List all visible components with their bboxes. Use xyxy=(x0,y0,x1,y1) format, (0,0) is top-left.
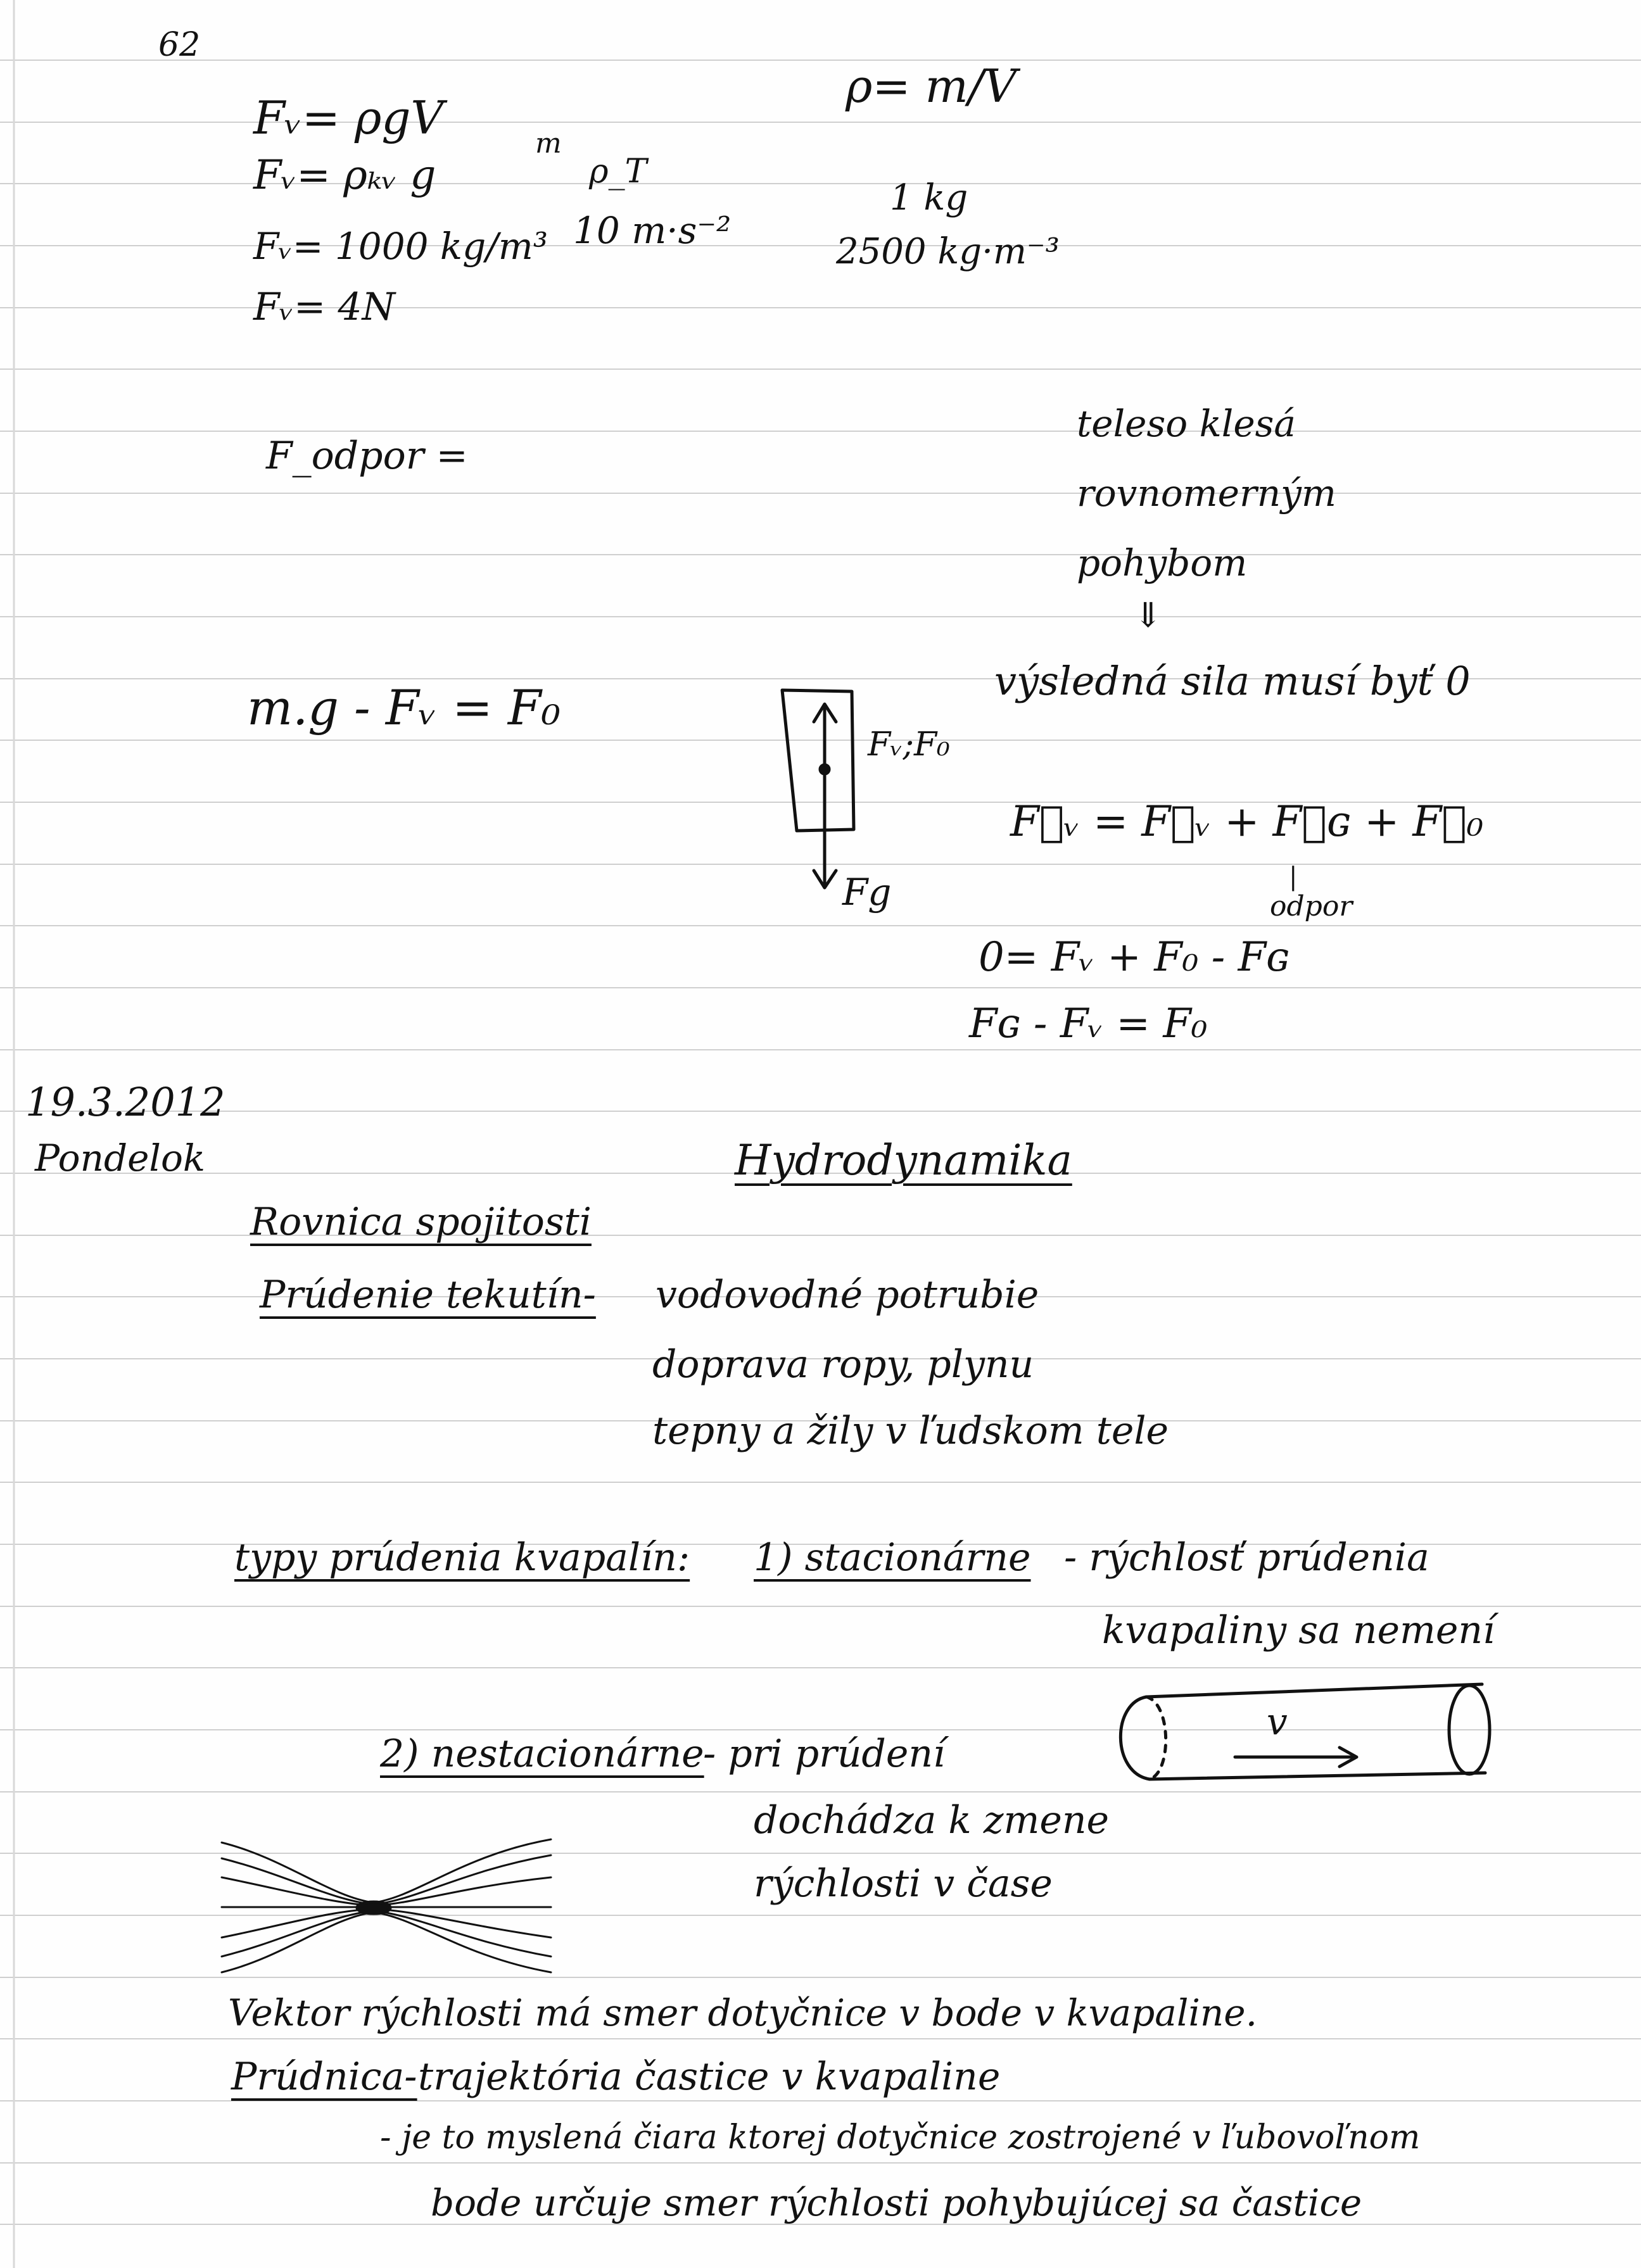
flow-type-1-desc-a: - rýchlosť prúdenia xyxy=(1064,1535,1429,1580)
definition-line-a: - je to myslená čiara ktorej dotyčnice zostrojené v ľubovoľnom xyxy=(380,2119,1421,2157)
buoyancy-force-label: Fᵥ;F₀ xyxy=(868,726,950,764)
page-number: 62 xyxy=(158,26,201,64)
section-title: Hydrodynamika xyxy=(735,1136,1072,1185)
formula-buoyancy-3: Fᵥ= 1000 kg/m³ xyxy=(253,225,548,268)
example-1: vodovodné potrubie xyxy=(656,1273,1039,1317)
formula-buoyancy-4: Fᵥ= 4N xyxy=(253,285,396,329)
formula-gravity-value: 10 m·s⁻² xyxy=(573,209,732,252)
odpor-tick: | xyxy=(1289,862,1298,891)
flow-type-1-desc-b: kvapaliny sa nemení xyxy=(1102,1608,1495,1653)
resistance-force-label: F_odpor = xyxy=(266,434,468,478)
equilibrium-equation-2: Fɢ - Fᵥ = F₀ xyxy=(969,1000,1208,1047)
note-line-2: rovnomerným xyxy=(1077,472,1336,515)
down-arrow-icon: ⇓ xyxy=(1134,595,1163,635)
day-label: Pondelok xyxy=(35,1137,206,1180)
date-label: 19.3.2012 xyxy=(25,1079,225,1125)
section-subtitle: Rovnica spojitosti xyxy=(250,1200,592,1244)
flow-type-2-desc-a: - pri prúdení xyxy=(703,1732,946,1776)
example-3: tepny a žily v ľudskom tele xyxy=(652,1409,1169,1453)
note-line-1: teleso klesá xyxy=(1077,402,1296,445)
equilibrium-equation-1: 0= Fᵥ + F₀ - Fɢ xyxy=(979,934,1290,981)
formula-sup-m: m xyxy=(535,127,562,160)
streamline-definition: trajektória častice v kvapaline xyxy=(418,2055,1001,2099)
force-equation: m.g - Fᵥ = F₀ xyxy=(247,679,561,736)
example-2: doprava ropy, plynu xyxy=(652,1342,1034,1387)
odpor-label: odpor xyxy=(1270,890,1353,923)
gravity-force-label: Fg xyxy=(842,871,892,914)
fraction-denominator: 2500 kg·m⁻³ xyxy=(836,231,1060,272)
vector-equation: F⃗ᵥ = F⃗ᵥ + F⃗ɢ + F⃗₀ xyxy=(1010,797,1484,846)
pipe-velocity-label: v xyxy=(1267,1700,1288,1743)
formula-density: ρ= m/V xyxy=(846,60,1017,113)
fraction-numerator: 1 kg xyxy=(890,177,968,218)
vector-sentence: Vektor rýchlosti má smer dotyčnice v bode v kvapaline. xyxy=(228,1991,1258,2034)
formula-sup-rho: ρ_T xyxy=(589,153,647,191)
prudenie-label: Prúdenie tekutín- xyxy=(260,1273,596,1317)
flow-type-1-label: 1) stacionárne xyxy=(754,1535,1031,1580)
streamline-label: Prúdnica- xyxy=(231,2055,417,2099)
formula-buoyancy-2: Fᵥ= ρₖᵥ g xyxy=(253,152,436,199)
flow-type-2-desc-c: rýchlosti v čase xyxy=(754,1862,1053,1906)
note-line-4: výsledná sila musí byť 0 xyxy=(994,658,1471,704)
flow-types-label: typy prúdenia kvapalín: xyxy=(234,1535,690,1580)
flow-type-2-desc-b: dochádza k zmene xyxy=(754,1798,1110,1843)
formula-buoyancy-1: Fᵥ= ρgV xyxy=(253,91,444,144)
note-line-3: pohybom xyxy=(1077,541,1248,584)
definition-line-b: bode určuje smer rýchlosti pohybujúcej sa častice xyxy=(431,2181,1362,2224)
flow-type-2-label: 2) nestacionárne xyxy=(380,1732,704,1776)
